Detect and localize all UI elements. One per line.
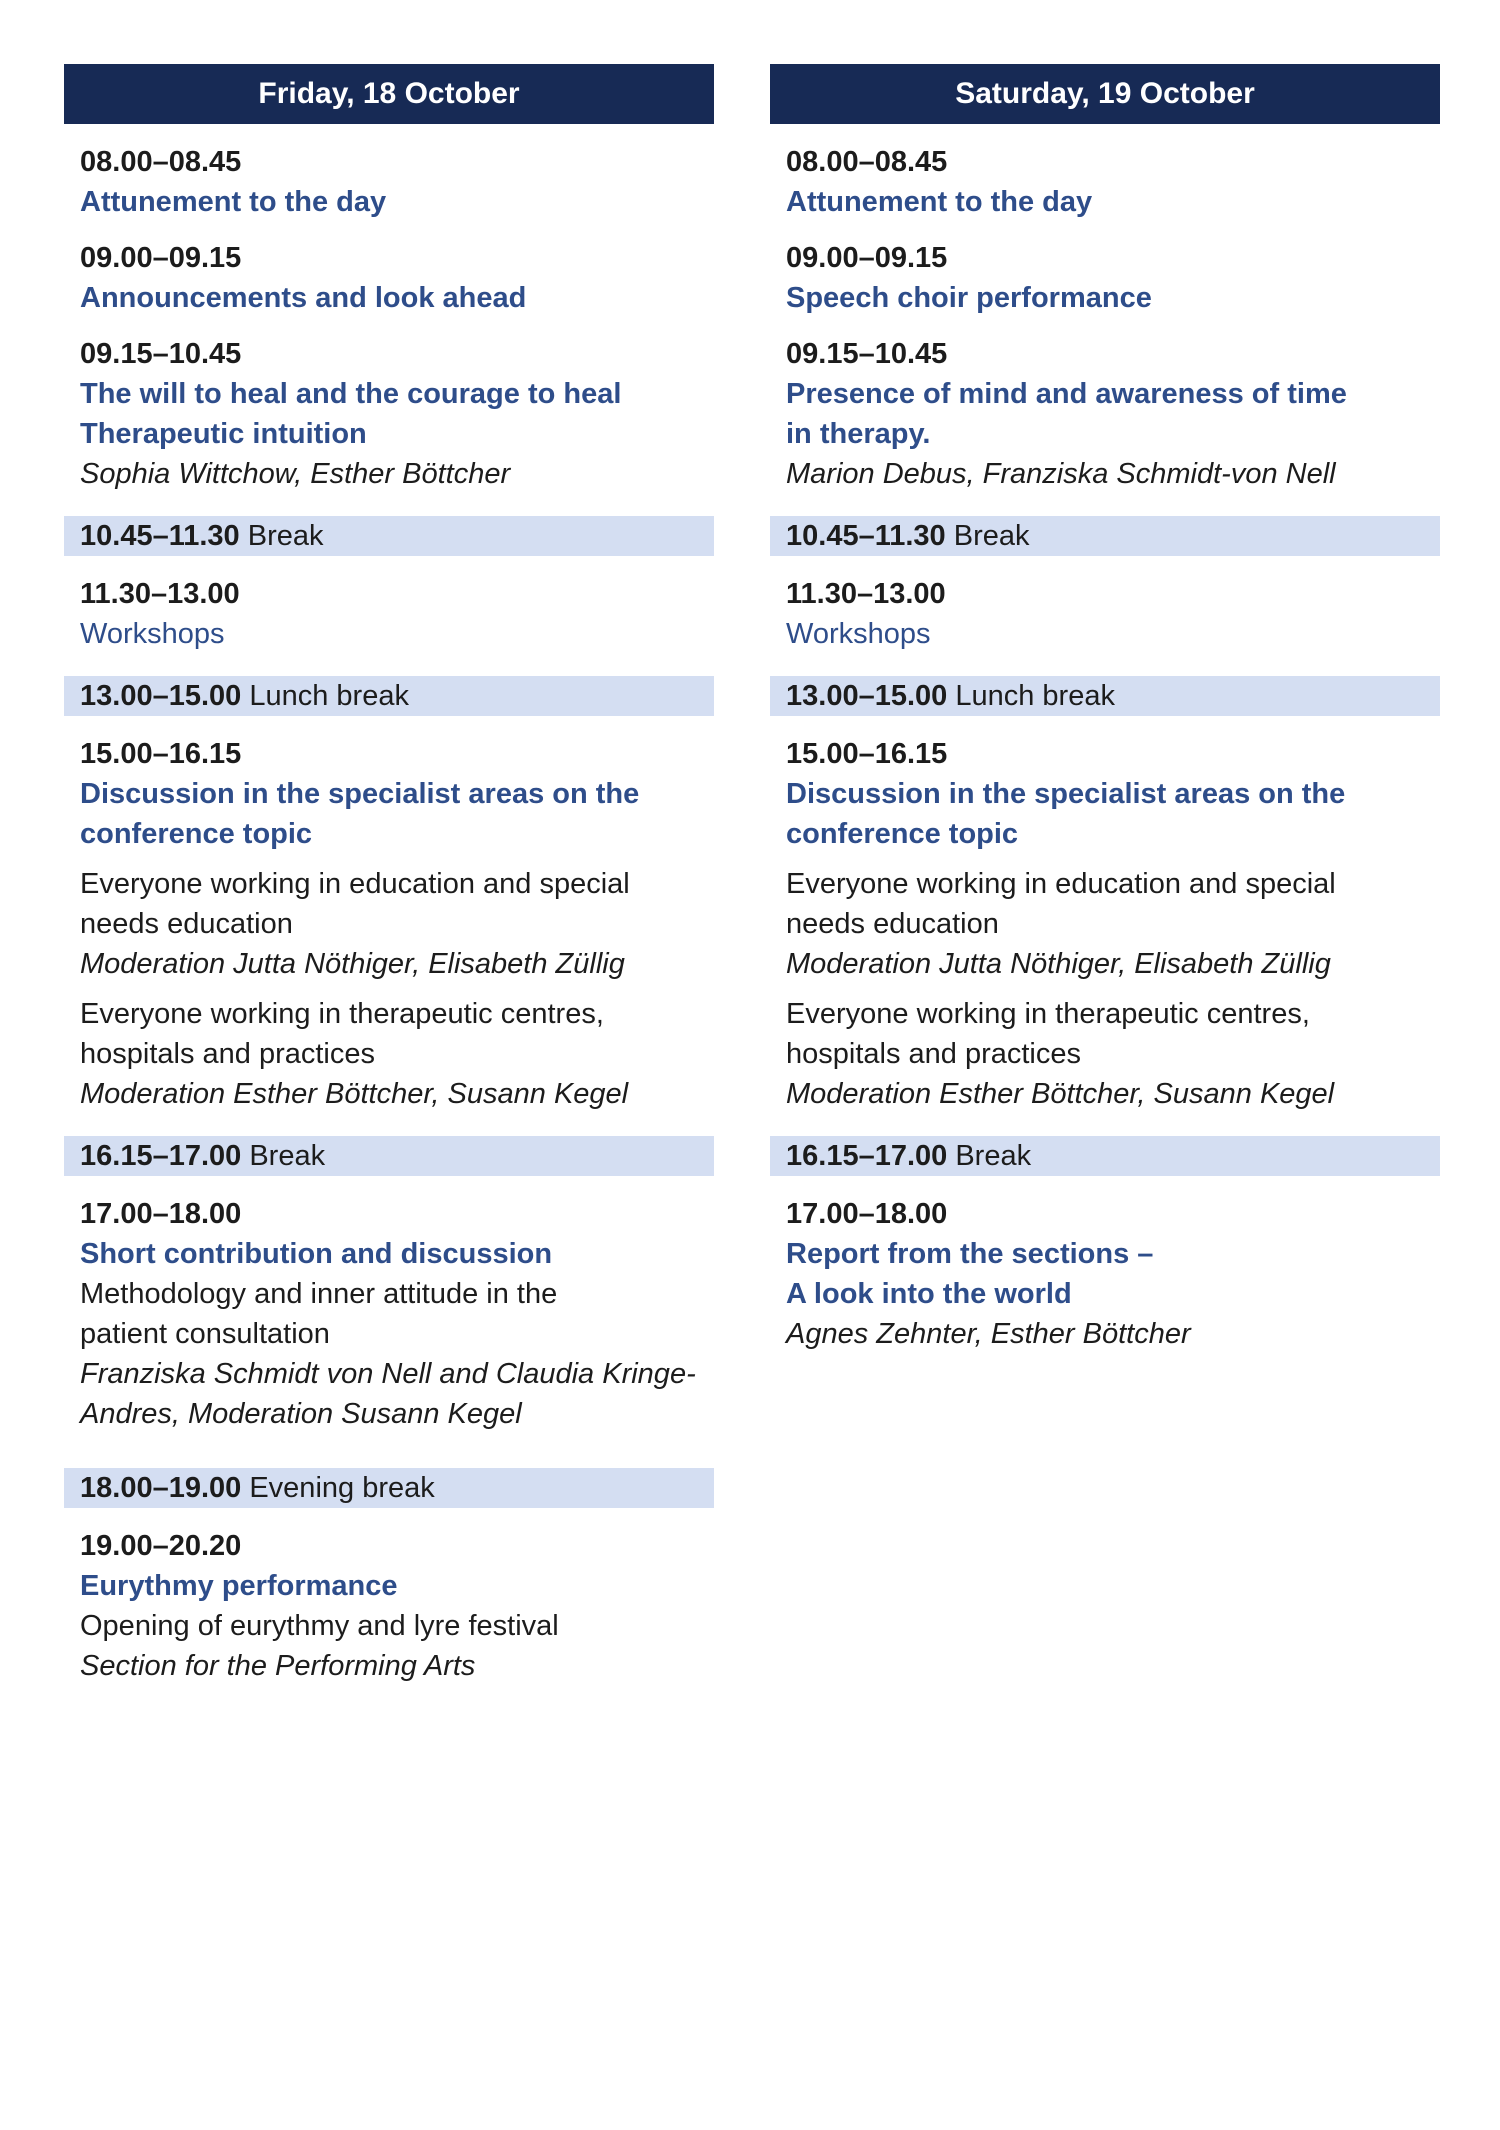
- fri-session-announcements: [64, 238, 714, 318]
- saturday-header: Saturday, 19 October: [770, 64, 1440, 124]
- discussion-group-therapeutic: [80, 994, 698, 1114]
- session-time: 11.30–13.00: [80, 578, 240, 610]
- sat-session-speech-choir: [770, 238, 1440, 318]
- group-line1: Everyone working in education and special: [80, 868, 630, 900]
- group-line2: needs education: [786, 908, 999, 940]
- break-time: 13.00–15.00: [786, 680, 948, 712]
- session-time: 17.00–18.00: [80, 1198, 242, 1230]
- fri-session-discussion: [64, 734, 714, 1114]
- session-title-line1: Discussion in the specialist areas on the: [786, 778, 1346, 810]
- break-time: 16.15–17.00: [786, 1140, 948, 1172]
- sat-break-lunch: [770, 676, 1440, 716]
- fri-session-workshops: [64, 574, 714, 654]
- session-speakers: Sophia Wittchow, Esther Böttcher: [80, 458, 511, 490]
- group-line2: needs education: [80, 908, 293, 940]
- fri-session-attunement: [64, 142, 714, 222]
- session-title: Announcements and look ahead: [80, 282, 527, 314]
- session-speakers-line1: Franziska Schmidt von Nell and Claudia Kringe-: [80, 1358, 696, 1390]
- break-time: 18.00–19.00: [80, 1472, 242, 1504]
- fri-session-will-to-heal: [64, 334, 714, 494]
- break-label: Break: [945, 520, 1030, 552]
- session-time: 19.00–20.20: [80, 1530, 242, 1562]
- sat-session-presence-of-mind: [770, 334, 1440, 494]
- group-moderation: Moderation Esther Böttcher, Susann Kegel: [80, 1078, 629, 1110]
- sat-break-afternoon: [770, 1136, 1440, 1176]
- session-title: Eurythmy performance: [80, 1570, 398, 1602]
- session-title-line1: Discussion in the specialist areas on the: [80, 778, 640, 810]
- break-label: Lunch break: [947, 680, 1115, 712]
- session-desc-line1: Methodology and inner attitude in the: [80, 1278, 558, 1310]
- fri-break-afternoon: [64, 1136, 714, 1176]
- sat-session-report: [770, 1194, 1440, 1354]
- session-title-line2: Therapeutic intuition: [80, 418, 367, 450]
- session-speakers: Section for the Performing Arts: [80, 1650, 476, 1682]
- discussion-group-education: [80, 864, 698, 984]
- fri-break-evening: [64, 1468, 714, 1508]
- session-time: 09.00–09.15: [786, 242, 948, 274]
- break-time: 16.15–17.00: [80, 1140, 242, 1172]
- group-moderation: Moderation Jutta Nöthiger, Elisabeth Züllig: [80, 948, 625, 980]
- session-title: Workshops: [80, 618, 225, 650]
- session-title-line2: A look into the world: [786, 1278, 1072, 1310]
- session-desc-line2: patient consultation: [80, 1318, 330, 1350]
- session-title-line1: Presence of mind and awareness of time: [786, 378, 1347, 410]
- fri-break-morning: [64, 516, 714, 556]
- break-label: Break: [947, 1140, 1032, 1172]
- session-title-line2: conference topic: [80, 818, 313, 850]
- session-time: 09.00–09.15: [80, 242, 242, 274]
- session-title-line1: Report from the sections –: [786, 1238, 1154, 1270]
- session-time: 09.15–10.45: [80, 338, 242, 370]
- session-time: 17.00–18.00: [786, 1198, 948, 1230]
- group-line1: Everyone working in education and special: [786, 868, 1336, 900]
- session-title: Short contribution and discussion: [80, 1238, 553, 1270]
- group-line2: hospitals and practices: [786, 1038, 1081, 1070]
- session-time: 15.00–16.15: [80, 738, 242, 770]
- break-time: 13.00–15.00: [80, 680, 242, 712]
- session-time: 15.00–16.15: [786, 738, 948, 770]
- sat-break-morning: [770, 516, 1440, 556]
- session-speakers: Marion Debus, Franziska Schmidt-von Nell: [786, 458, 1336, 490]
- group-moderation: Moderation Esther Böttcher, Susann Kegel: [786, 1078, 1335, 1110]
- sat-session-discussion: [770, 734, 1440, 1114]
- discussion-group-therapeutic: [786, 994, 1424, 1114]
- session-title-line1: The will to heal and the courage to heal: [80, 378, 622, 410]
- friday-header: Friday, 18 October: [64, 64, 714, 124]
- sat-session-attunement: [770, 142, 1440, 222]
- sat-session-workshops: [770, 574, 1440, 654]
- session-desc: Opening of eurythmy and lyre festival: [80, 1610, 559, 1642]
- break-label: Evening break: [241, 1472, 435, 1504]
- break-time: 10.45–11.30: [786, 520, 946, 552]
- session-title-line2: in therapy.: [786, 418, 931, 450]
- group-moderation: Moderation Jutta Nöthiger, Elisabeth Züllig: [786, 948, 1331, 980]
- group-line2: hospitals and practices: [80, 1038, 375, 1070]
- break-label: Break: [239, 520, 324, 552]
- break-label: Break: [241, 1140, 326, 1172]
- session-time: 09.15–10.45: [786, 338, 948, 370]
- fri-break-lunch: [64, 676, 714, 716]
- break-time: 10.45–11.30: [80, 520, 240, 552]
- group-line1: Everyone working in therapeutic centres,: [80, 998, 604, 1030]
- session-title: Attunement to the day: [786, 186, 1093, 218]
- break-label: Lunch break: [241, 680, 409, 712]
- session-time: 08.00–08.45: [80, 146, 242, 178]
- session-time: 08.00–08.45: [786, 146, 948, 178]
- fri-session-eurythmy: [64, 1526, 714, 1686]
- session-title-line2: conference topic: [786, 818, 1019, 850]
- session-title: Attunement to the day: [80, 186, 387, 218]
- saturday-column: [770, 64, 1440, 1370]
- friday-column: [64, 64, 714, 1702]
- fri-session-short-contribution: [64, 1194, 714, 1434]
- session-speakers-line2: Andres, Moderation Susann Kegel: [80, 1398, 522, 1430]
- discussion-group-education: [786, 864, 1424, 984]
- session-title: Workshops: [786, 618, 931, 650]
- session-speakers: Agnes Zehnter, Esther Böttcher: [786, 1318, 1191, 1350]
- group-line1: Everyone working in therapeutic centres,: [786, 998, 1310, 1030]
- session-title: Speech choir performance: [786, 282, 1152, 314]
- session-time: 11.30–13.00: [786, 578, 946, 610]
